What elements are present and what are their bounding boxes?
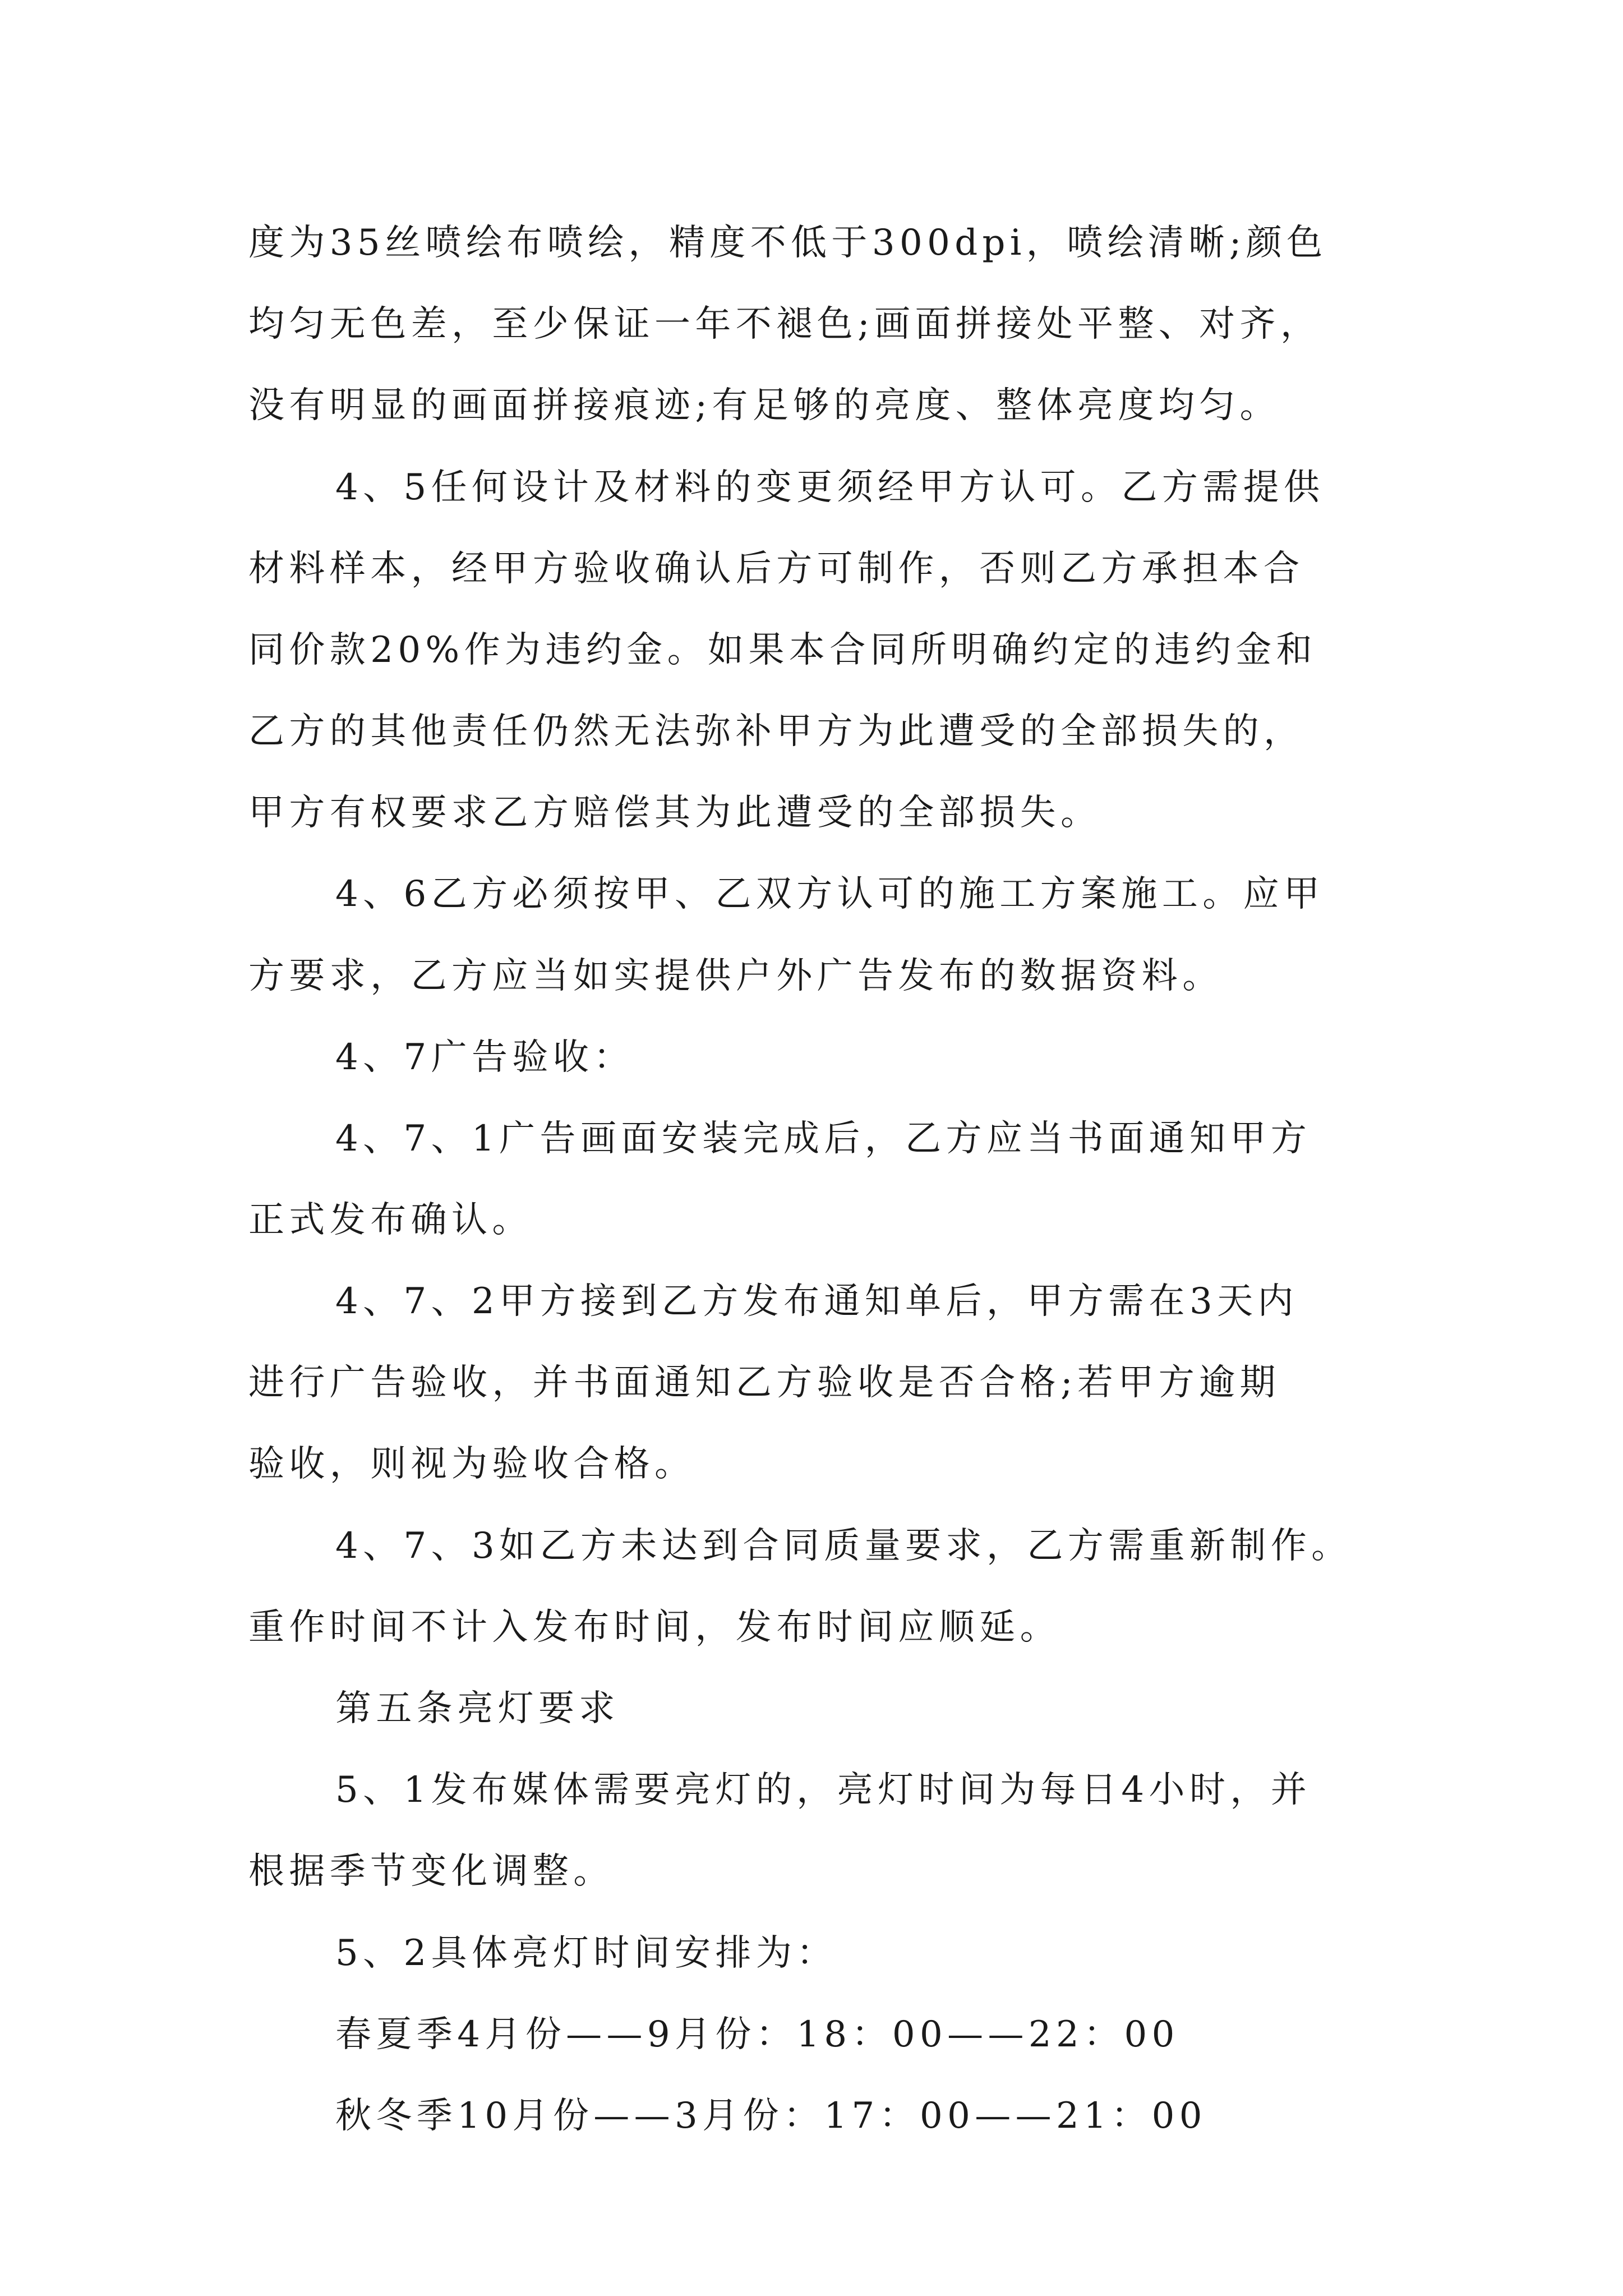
paragraph-4-5-line-3: 同价款20%作为违约金。如果本合同所明确约定的违约金和 (248, 629, 1317, 671)
schedule-spring-summer: 春夏季4月份——9月份：18：00——22：00 (335, 2014, 1179, 2055)
paragraph-5-2: 5、2具体亮灯时间安排为： (335, 1932, 837, 1974)
paragraph-5-1-line-2: 根据季节变化调整。 (248, 1851, 614, 1892)
article-5-heading: 第五条亮灯要求 (335, 1688, 620, 1729)
text-line-2: 均匀无色差，至少保证一年不褪色;画面拼接处平整、对齐， (248, 303, 1321, 345)
paragraph-4-5-line-4: 乙方的其他责任仍然无法弥补甲方为此遭受的全部损失的， (248, 711, 1304, 752)
paragraph-4-6-line-1: 4、6乙方必须按甲、乙双方认可的施工方案施工。应甲 (335, 873, 1325, 915)
paragraph-5-1-line-1: 5、1发布媒体需要亮灯的，亮灯时间为每日4小时，并 (335, 1769, 1312, 1811)
paragraph-4-5-line-2: 材料样本，经甲方验收确认后方可制作，否则乙方承担本合 (248, 548, 1304, 590)
text-line-1: 度为35丝喷绘布喷绘，精度不低于300dpi，喷绘清晰;颜色 (248, 222, 1327, 264)
paragraph-4-5-line-1: 4、5任何设计及材料的变更须经甲方认可。乙方需提供 (335, 467, 1325, 508)
paragraph-4-5-line-5: 甲方有权要求乙方赔偿其为此遭受的全部损失。 (248, 792, 1101, 834)
paragraph-4-6-line-2: 方要求，乙方应当如实提供户外广告发布的数据资料。 (248, 955, 1223, 997)
text-line-3: 没有明显的画面拼接痕迹;有足够的亮度、整体亮度均匀。 (248, 385, 1280, 426)
paragraph-4-7-2-line-2: 进行广告验收，并书面通知乙方验收是否合格;若甲方逾期 (248, 1362, 1280, 1404)
paragraph-4-7-3-line-1: 4、7、3如乙方未达到合同质量要求，乙方需重新制作。 (335, 1525, 1352, 1567)
paragraph-4-7-3-line-2: 重作时间不计入发布时间，发布时间应顺延。 (248, 1607, 1061, 1648)
schedule-autumn-winter: 秋冬季10月份——3月份：17：00——21：00 (335, 2095, 1207, 2137)
paragraph-4-7-2-line-1: 4、7、2甲方接到乙方发布通知单后，甲方需在3天内 (335, 1281, 1298, 1322)
paragraph-4-7-1-line-1: 4、7、1广告画面安装完成后，乙方应当书面通知甲方 (335, 1118, 1312, 1159)
paragraph-4-7-heading: 4、7广告验收： (335, 1037, 634, 1078)
paragraph-4-7-1-line-2: 正式发布确认。 (248, 1199, 533, 1241)
paragraph-4-7-2-line-3: 验收，则视为验收合格。 (248, 1443, 695, 1485)
